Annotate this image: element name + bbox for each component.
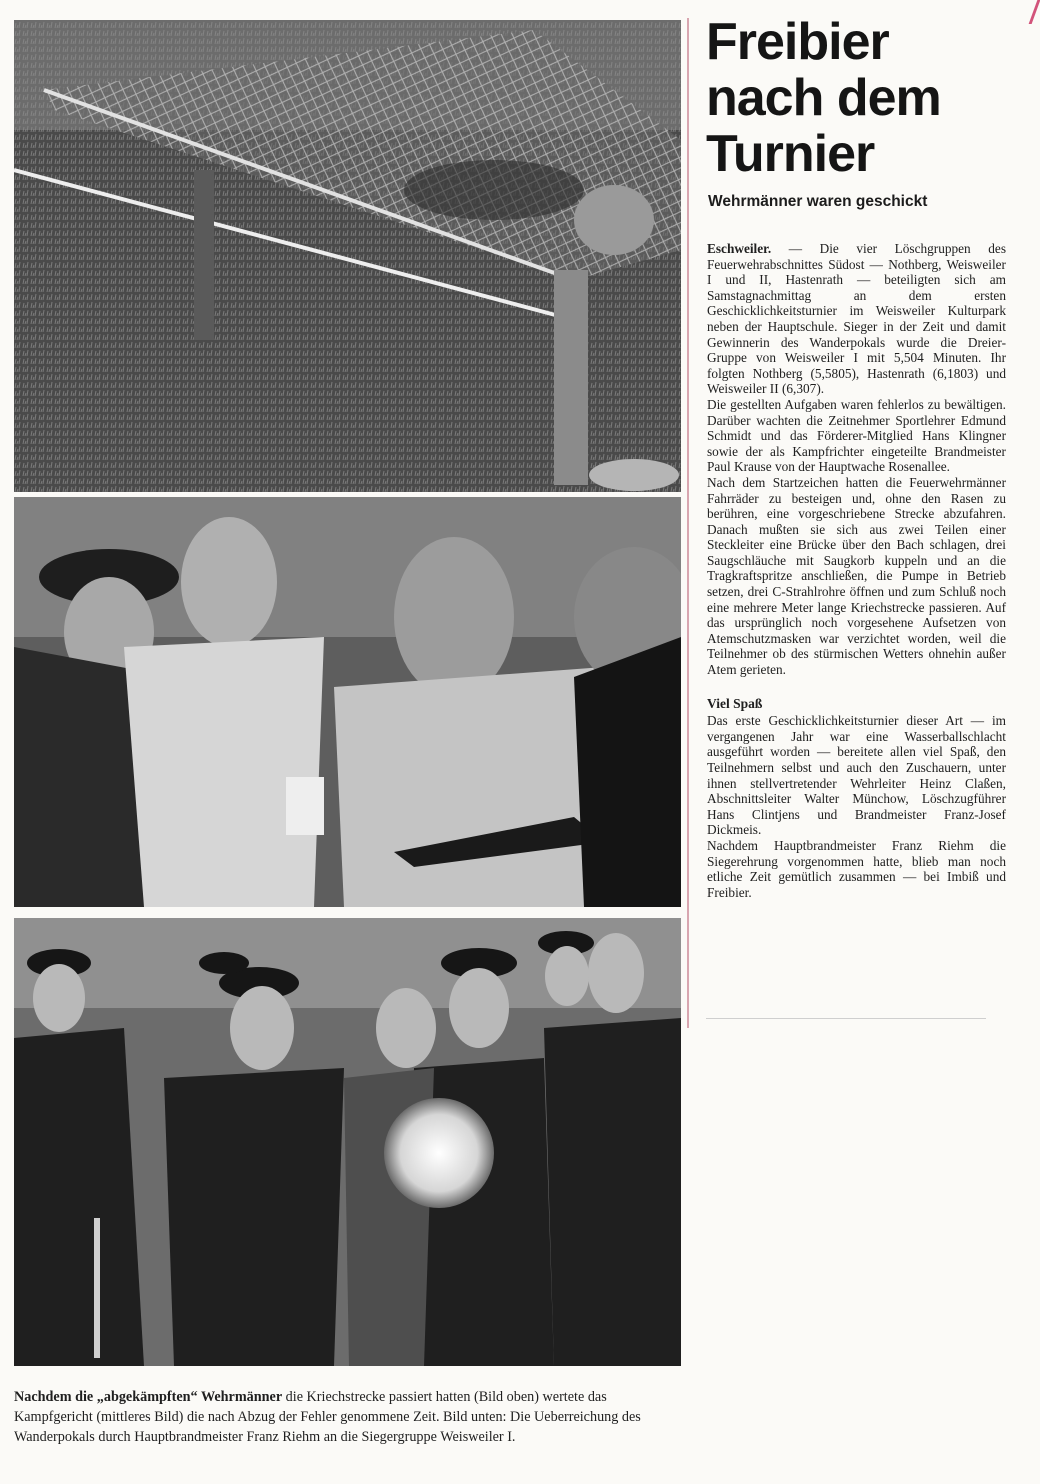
column-rule: [687, 18, 689, 1028]
photo-crawling-course-image: [14, 20, 681, 492]
headline-line-1: Freibier: [706, 13, 889, 71]
photo-caption-text: [14, 1387, 689, 1447]
article-end-rule: [706, 1018, 986, 1019]
photo-trophy-presentation: [14, 918, 681, 1366]
headline-line-3: Turnier: [706, 125, 875, 183]
article-paragraph: Die gestellten Aufgaben waren fehlerlos zu bewältigen. Darüber wachten die Zeitnehmer Sportlehrer Edmund Schmidt und das Förderer-Mitglied Hans Klingner sowie der als Kampfrichter eingeteilte Brandmeister Paul Krause von der Hauptwache Rosenallee.: [707, 396, 1006, 475]
article-paragraph: Das erste Geschicklichkeitsturnier dieser Art — im vergangenen Jahr war eine Wasserballschlacht ausgeführt worden — bereitete allen viel Spaß, den Teilnehmern selbst und auch den Zuschauern, unter ihnen stellvertretender Wehrleiter Heinz Claßen, Abschnittsleiter Walter Münchow, Löschzugführer Hans Clintjens und Brandmeister Franz-Josef Dickmeis.: [707, 713, 1006, 838]
photo-judging-panel: [14, 497, 681, 907]
photo-caption: [14, 1387, 689, 1447]
article-paragraph: [707, 241, 1006, 397]
article-body: [707, 241, 1006, 900]
caption-lead: Nachdem die „abgekämpften“ Wehrmänner: [14, 1389, 283, 1405]
subheadline: Wehrmänner waren geschickt: [708, 193, 928, 210]
caption-rest: die Kriechstrecke passiert hatten (Bild oben) wertete das Kampfgericht (mittleres Bild) die nach Abzug der Fehler genommene Zeit. Bild unten: Die Ueberreichung des Wanderpokals durch Hauptbrandmeister Franz Riehm an die Siegergruppe Weisweiler I.: [14, 1389, 641, 1445]
dateline: Eschweiler.: [707, 241, 772, 256]
photo-judging-panel-image: [14, 497, 681, 907]
photo-crawling-course: [14, 20, 681, 492]
article-paragraph: Nachdem Hauptbrandmeister Franz Riehm die Siegerehrung vorgenommen hatte, blieb man noch etliche Zeit gemütlich zusammen — bei Imbiß und Freibier.: [707, 837, 1006, 900]
section-heading: Viel Spaß: [707, 695, 763, 711]
article-paragraph-text: — Die vier Löschgruppen des Feuerwehrabschnittes Südost — Nothberg, Weisweiler I und II, Hastenrath — beteiligten sich am Samstagnachmittag an dem ersten Geschicklichkeitsturnier im Weisweiler Kulturpark neben der Hauptschule. Sieger in der Zeit und damit Gewinnerin des Wanderpokals wurde die Dreier-Gruppe von Weisweiler I mit 5,504 Minuten. Ihr folgten Nothberg (5,5805), Hastenrath (6,1803) und Weisweiler II (6,307).: [707, 241, 1006, 397]
headline: [706, 14, 1026, 182]
photo-trophy-presentation-image: [14, 918, 681, 1366]
article-paragraph: Nach dem Startzeichen hatten die Feuerwehrmänner Fahrräder zu besteigen und, ohne den Rasen zu berühren, eine vorgeschriebene Strecke abzufahren. Danach mußten sie sich aus zwei Teilen einer Steckleiter eine Brücke über den Bach schlagen, drei Saugschläuche mit Saugkorb kuppeln und an die Tragkraftspritze anschließen, die Pumpe in Betrieb setzen, drei C-Strahlrohre öffnen und zum Schluß noch eine mehrere Meter lange Kriechstrecke passieren. Auf das ursprünglich noch vorgesehene Aufsetzen von Atemschutzmasken war verzichtet worden, weil die Teilnehmer ob des stürmischen Wetters ohnehin außer Atem gerieten.: [707, 474, 1006, 678]
headline-line-2: nach dem: [706, 69, 941, 127]
